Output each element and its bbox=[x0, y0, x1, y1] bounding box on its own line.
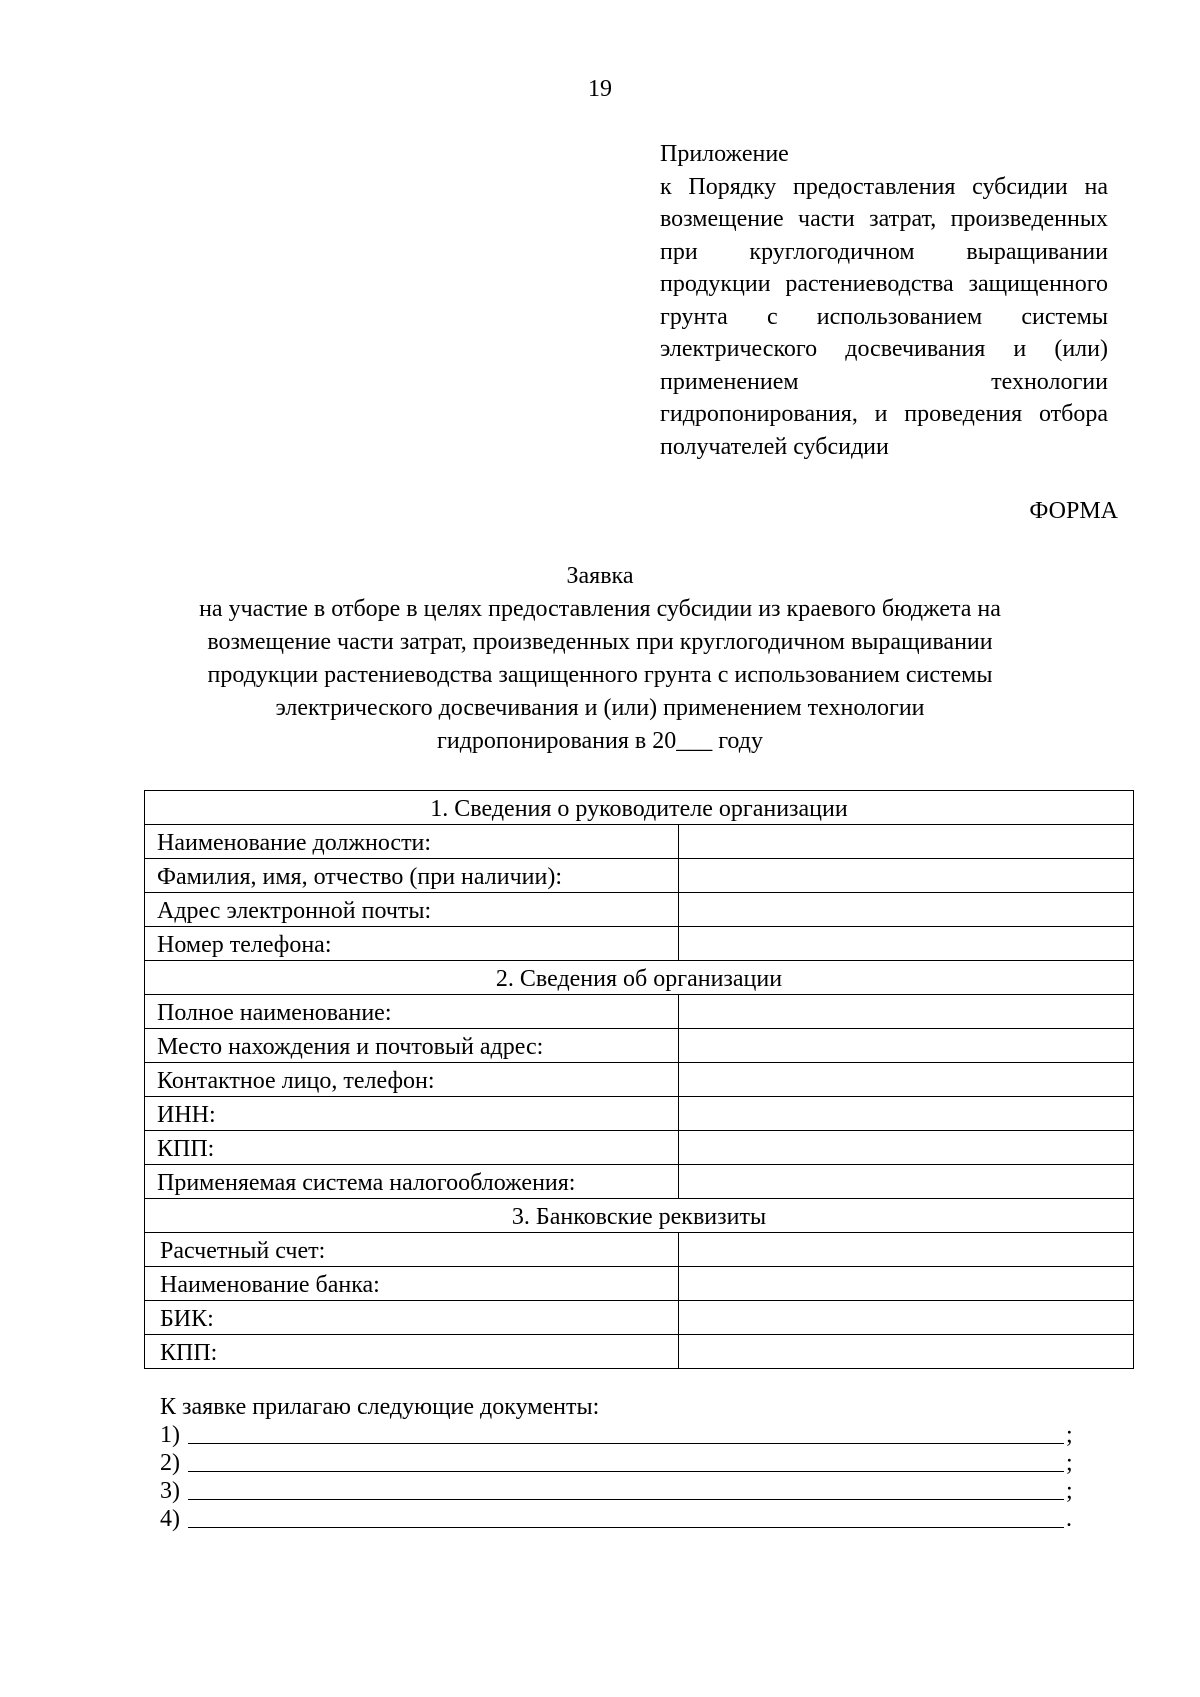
field-value-inn[interactable] bbox=[679, 1097, 1134, 1131]
field-label: БИК: bbox=[145, 1301, 679, 1335]
attachment-punctuation: ; bbox=[1066, 1478, 1073, 1504]
table-row bbox=[145, 1267, 1134, 1301]
attachments-title: К заявке прилагаю следующие документы: bbox=[160, 1394, 600, 1420]
table-row bbox=[145, 927, 1134, 961]
table-row bbox=[145, 825, 1134, 859]
field-value-kpp[interactable] bbox=[679, 1131, 1134, 1165]
table-row bbox=[145, 1063, 1134, 1097]
field-value-bank-name[interactable] bbox=[679, 1267, 1134, 1301]
attachment-blank-line[interactable] bbox=[188, 1423, 1064, 1444]
field-label: ИНН: bbox=[145, 1097, 679, 1131]
table-row bbox=[145, 1097, 1134, 1131]
field-value-contact[interactable] bbox=[679, 1063, 1134, 1097]
appendix-title: Приложение bbox=[660, 141, 789, 167]
field-value-full-name[interactable] bbox=[679, 859, 1134, 893]
field-value-bank-kpp[interactable] bbox=[679, 1335, 1134, 1369]
attachment-blank-line[interactable] bbox=[188, 1479, 1064, 1500]
field-label: Наименование должности: bbox=[145, 825, 679, 859]
field-label: Контактное лицо, телефон: bbox=[145, 1063, 679, 1097]
field-label: Расчетный счет: bbox=[145, 1233, 679, 1267]
attachment-punctuation: ; bbox=[1066, 1422, 1073, 1448]
field-label: Номер телефона: bbox=[145, 927, 679, 961]
table-row bbox=[145, 1301, 1134, 1335]
heading-line: на участие в отборе в целях предоставления субсидии из краевого бюджета на bbox=[199, 596, 1001, 622]
section-header-row bbox=[145, 1199, 1134, 1233]
appendix-text: к Порядку предоставления субсидии на возмещение части затрат, произведенных при круглогодичном выращивании продукции растениеводства защищенного грунта с использованием системы электрического досвечивания и (или) применением технологии гидропонирования, и проведения отбора получателей субсидии bbox=[660, 173, 1108, 460]
attachment-item bbox=[160, 1505, 1080, 1533]
heading-title: Заявка bbox=[566, 563, 634, 589]
attachments-section bbox=[160, 1393, 1080, 1533]
attachment-punctuation: . bbox=[1066, 1506, 1072, 1532]
section-header-row bbox=[145, 961, 1134, 995]
attachment-punctuation: ; bbox=[1066, 1450, 1073, 1476]
field-value-bik[interactable] bbox=[679, 1301, 1134, 1335]
heading-line: гидропонирования в 20___ году bbox=[437, 728, 763, 754]
table-row bbox=[145, 1233, 1134, 1267]
attachment-number: 1) bbox=[160, 1422, 180, 1448]
heading-line: продукции растениеводства защищенного грунта с использованием системы bbox=[207, 662, 993, 688]
table-row bbox=[145, 859, 1134, 893]
attachment-number: 4) bbox=[160, 1506, 180, 1532]
section-title-bank: 3. Банковские реквизиты bbox=[145, 1199, 1134, 1233]
field-value-position[interactable] bbox=[679, 825, 1134, 859]
section-header-row bbox=[145, 791, 1134, 825]
attachment-blank-line[interactable] bbox=[188, 1507, 1064, 1528]
attachment-item bbox=[160, 1449, 1080, 1477]
section-title-organization: 2. Сведения об организации bbox=[145, 961, 1134, 995]
attachment-item bbox=[160, 1477, 1080, 1505]
heading-line: электрического досвечивания и (или) применением технологии bbox=[275, 695, 925, 721]
form-label: ФОРМА bbox=[1029, 498, 1118, 524]
table-row bbox=[145, 1165, 1134, 1199]
field-label: Место нахождения и почтовый адрес: bbox=[145, 1029, 679, 1063]
field-label: Применяемая система налогообложения: bbox=[145, 1165, 679, 1199]
field-value-account[interactable] bbox=[679, 1233, 1134, 1267]
field-value-email[interactable] bbox=[679, 893, 1134, 927]
field-label: КПП: bbox=[145, 1335, 679, 1369]
field-value-address[interactable] bbox=[679, 1029, 1134, 1063]
section-title-manager: 1. Сведения о руководителе организации bbox=[145, 791, 1134, 825]
page-number: 19 bbox=[588, 76, 612, 102]
heading-line: возмещение части затрат, произведенных при круглогодичном выращивании bbox=[207, 629, 993, 655]
field-value-tax-system[interactable] bbox=[679, 1165, 1134, 1199]
table-row bbox=[145, 995, 1134, 1029]
field-value-phone[interactable] bbox=[679, 927, 1134, 961]
field-value-org-name[interactable] bbox=[679, 995, 1134, 1029]
attachment-item bbox=[160, 1421, 1080, 1449]
table-row bbox=[145, 1335, 1134, 1369]
table-row bbox=[145, 893, 1134, 927]
appendix-block bbox=[660, 138, 1108, 463]
field-label: Фамилия, имя, отчество (при наличии): bbox=[145, 859, 679, 893]
field-label: Наименование банка: bbox=[145, 1267, 679, 1301]
attachment-number: 2) bbox=[160, 1450, 180, 1476]
attachment-blank-line[interactable] bbox=[188, 1451, 1064, 1472]
table-row bbox=[145, 1131, 1134, 1165]
field-label: КПП: bbox=[145, 1131, 679, 1165]
application-form-table bbox=[144, 790, 1134, 1369]
table-row bbox=[145, 1029, 1134, 1063]
field-label: Полное наименование: bbox=[145, 995, 679, 1029]
attachment-number: 3) bbox=[160, 1478, 180, 1504]
field-label: Адрес электронной почты: bbox=[145, 893, 679, 927]
application-heading bbox=[130, 560, 1070, 758]
